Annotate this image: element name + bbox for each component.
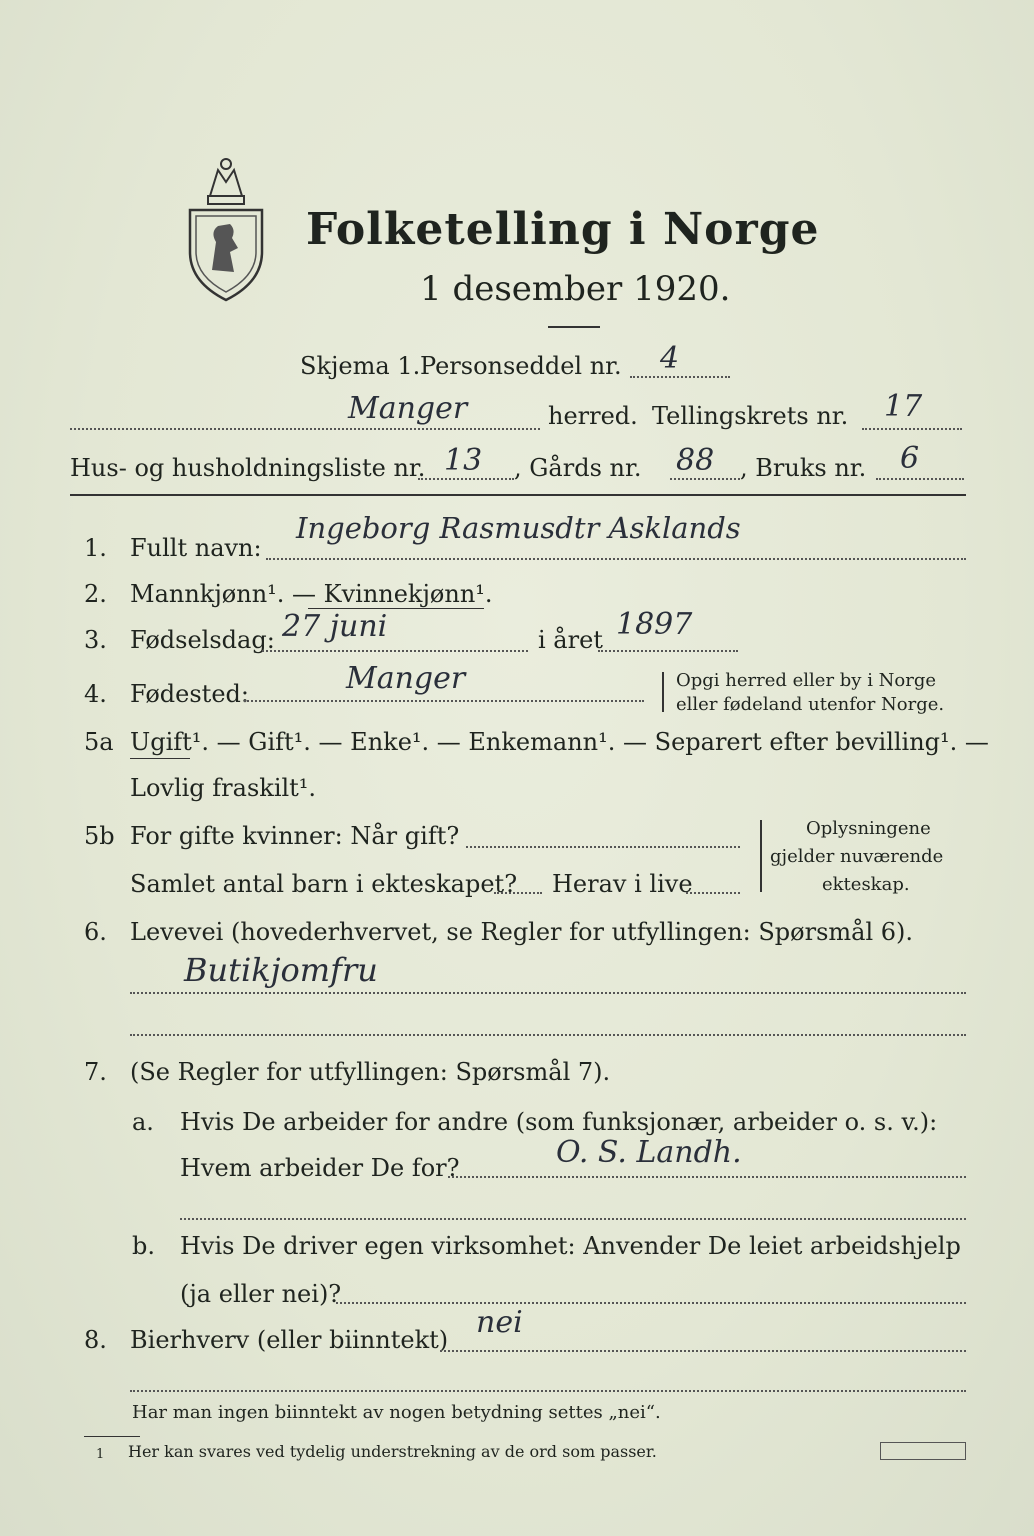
hus-line xyxy=(418,478,514,480)
q4-note-2: eller fødeland utenfor Norge. xyxy=(676,694,945,715)
q3-line xyxy=(262,650,528,652)
q5a-line-1: Ugift¹. — Gift¹. — Enke¹. — Enkemann¹. — Separert efter bevilling¹. — xyxy=(130,728,989,756)
q4-value: Manger xyxy=(346,661,466,696)
bruks-label: , Bruks nr. xyxy=(740,454,867,482)
tellingskrets-label: Tellingskrets nr. xyxy=(652,402,849,430)
q5a-number: 5a xyxy=(84,728,114,756)
q5b-brace xyxy=(760,820,762,892)
q3-year-line xyxy=(598,650,738,652)
herred-label: herred. xyxy=(548,402,638,430)
q6-value: Butikjomfru xyxy=(184,951,378,989)
tellingskrets-line xyxy=(862,428,962,430)
q1-label: Fullt navn: xyxy=(130,534,262,562)
q5b-line-1: For gifte kvinner: Når gift? xyxy=(130,822,460,850)
q5b-line-2-blank xyxy=(494,892,542,894)
q7b-line xyxy=(336,1302,966,1304)
gards-line xyxy=(670,478,740,480)
q5b-line-2: Samlet antal barn i ekteskapet? xyxy=(130,870,518,898)
gards-label: , Gårds nr. xyxy=(514,454,642,482)
q1-value: Ingeborg Rasmusdtr Asklands xyxy=(296,511,741,545)
q1-line xyxy=(266,558,966,560)
q2-label: Mannkjønn¹. — Kvinnekjønn¹. xyxy=(130,580,493,608)
footnote-rule xyxy=(84,1436,140,1437)
coat-of-arms-icon xyxy=(180,152,272,304)
q8-value: nei xyxy=(476,1305,523,1340)
q6-line-2 xyxy=(130,1034,966,1036)
footer-note: Har man ingen biinntekt av nogen betydning settes „nei“. xyxy=(132,1402,661,1423)
q7b-line-2: (ja eller nei)? xyxy=(180,1280,342,1308)
q7b-number: b. xyxy=(132,1232,155,1260)
bruks-line xyxy=(876,478,964,480)
q4-line xyxy=(244,700,644,702)
herred-value: Manger xyxy=(348,391,468,426)
hus-label: Hus- og husholdningsliste nr. xyxy=(70,454,426,482)
printer-stamp xyxy=(880,1442,966,1460)
q2-number: 2. xyxy=(84,580,107,608)
tellingskrets-value: 17 xyxy=(884,389,923,424)
personseddel-value: 4 xyxy=(660,341,680,376)
gards-value: 88 xyxy=(676,443,715,478)
q3-value: 27 juni xyxy=(282,609,388,644)
q7a-line-extra xyxy=(180,1218,966,1220)
q5b-number: 5b xyxy=(84,822,115,850)
personseddel-line xyxy=(630,376,730,378)
q7a-line-1: Hvis De arbeider for andre (som funksjonær, arbeider o. s. v.): xyxy=(180,1108,938,1136)
q7-number: 7. xyxy=(84,1058,107,1086)
q3-label: Fødselsdag: xyxy=(130,626,275,654)
footnote-number: 1 xyxy=(96,1447,105,1462)
hus-value: 13 xyxy=(444,443,483,478)
form-title: Folketelling i Norge xyxy=(306,204,820,255)
q7a-line xyxy=(448,1176,966,1178)
form-date: 1 desember 1920. xyxy=(420,269,731,309)
q8-line xyxy=(440,1350,966,1352)
q8-line-extra xyxy=(130,1390,966,1392)
footnote-text: Her kan svares ved tydelig understrekning av de ord som passer. xyxy=(128,1442,657,1461)
q4-number: 4. xyxy=(84,680,107,708)
q4-label: Fødested: xyxy=(130,680,249,708)
q7a-line-2: Hvem arbeider De for? xyxy=(180,1154,460,1182)
q6-line-1 xyxy=(130,992,966,994)
herred-line xyxy=(70,428,540,430)
q7a-value: O. S. Landh. xyxy=(556,1135,742,1170)
q5b-note-1: Oplysningene xyxy=(806,818,931,839)
q5a-underline xyxy=(130,758,190,759)
q7a-number: a. xyxy=(132,1108,154,1136)
q5b-note-3: ekteskap. xyxy=(822,874,910,895)
q4-brace xyxy=(662,672,664,712)
q5b-note-2: gjelder nuværende xyxy=(770,846,944,867)
q6-number: 6. xyxy=(84,918,107,946)
header-rule xyxy=(70,494,966,496)
schema-label: Skjema 1. xyxy=(300,352,421,380)
q4-note-1: Opgi herred eller by i Norge xyxy=(676,670,937,691)
q7b-line-1: Hvis De driver egen virksomhet: Anvender De leiet arbeidshjelp xyxy=(180,1232,961,1260)
q5a-line-2: Lovlig fraskilt¹. xyxy=(130,774,317,802)
q6-label: Levevei (hovederhvervet, se Regler for utfyllingen: Spørsmål 6). xyxy=(130,918,914,946)
q7-label: (Se Regler for utfyllingen: Spørsmål 7). xyxy=(130,1058,611,1086)
personseddel-label: Personseddel nr. xyxy=(420,352,622,380)
q3-number: 3. xyxy=(84,626,107,654)
q5b-herav: Herav i live xyxy=(552,870,693,898)
q3-year-label: i året xyxy=(538,626,603,654)
title-divider xyxy=(548,326,600,328)
q8-label: Bierhverv (eller biinntekt) xyxy=(130,1326,449,1354)
bruks-value: 6 xyxy=(900,441,920,476)
q3-year-value: 1897 xyxy=(616,607,693,642)
q5b-herav-blank xyxy=(686,892,740,894)
q5b-line-1-blank xyxy=(466,846,740,848)
q8-number: 8. xyxy=(84,1326,107,1354)
q1-number: 1. xyxy=(84,534,107,562)
